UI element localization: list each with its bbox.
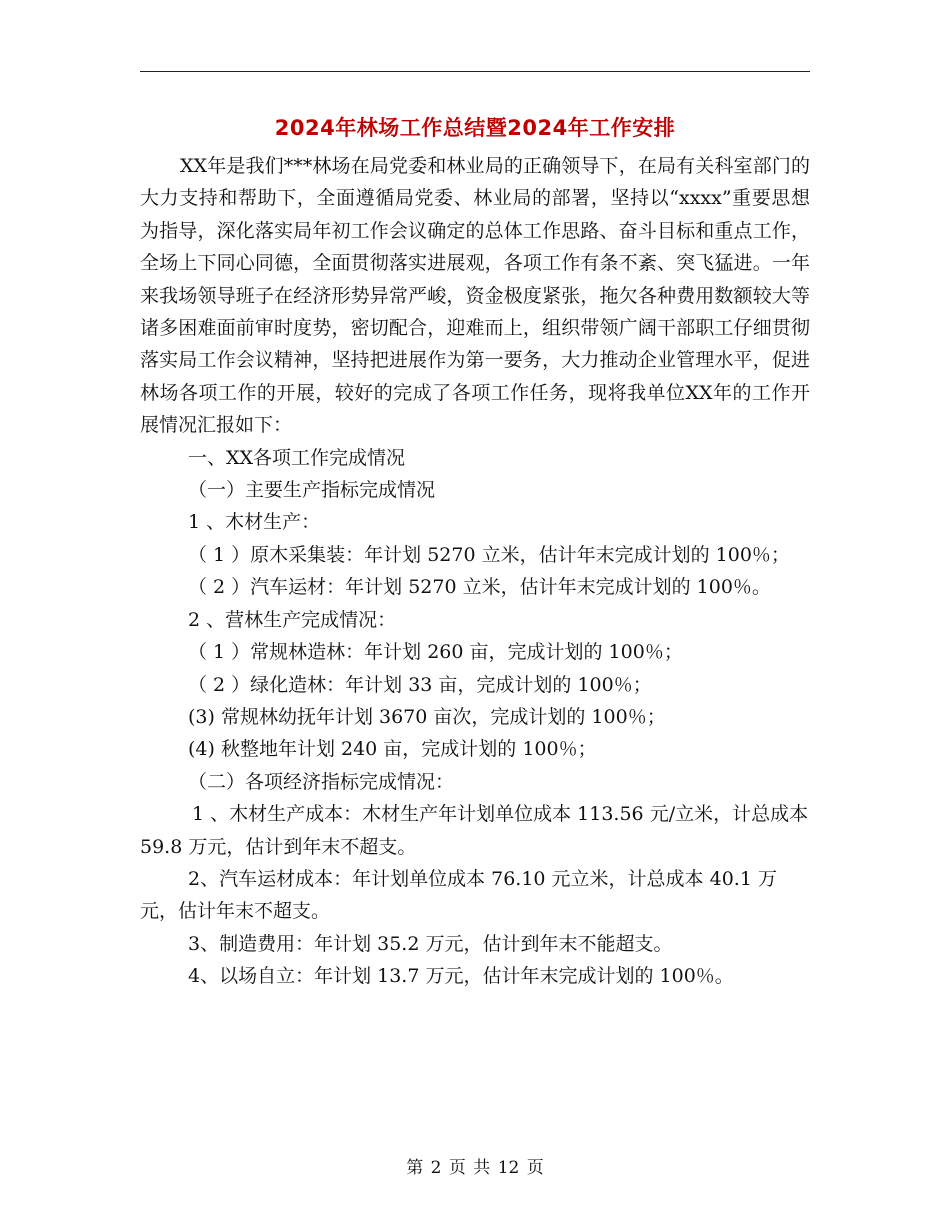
page-footer: 第 2 页 共 12 页	[406, 1158, 544, 1178]
section-heading-1: 一、XX各项工作完成情况	[188, 446, 406, 469]
econ-item-1: 1 、木材生产成本：木材生产年计划单位成本 113.56 元/立米，计总成本 59.8 万元，估计到年末不超支。	[140, 803, 809, 858]
forest-item-2: （ 2 ）绿化造林：年计划 33 亩，完成计划的 100％；	[188, 673, 652, 696]
subsection-heading-1: （一）主要生产指标完成情况	[188, 479, 436, 502]
intro-paragraph: XX年是我们***林场在局党委和林业局的正确领导下，在局有关科室部门的大力支持和帮助下，全面遵循局党委、林业局的部署，坚持以“xxxx”重要思想为指导，深化落实局年初工作会议确定的总体工作思路、奋斗目标和重点工作，全场上下同心同德，全面贯彻落实进展观，各项工作有条不紊、突飞猛进。一年来我场领导班子在经济形势异常严峻，资金极度紧张，拖欠各种费用数额较大等诸多困难面前审时度势，密切配合，迎难而上，组织带领广阔干部职工仔细贯彻落实局工作会议精神，坚持把进展作为第一要务，大力推动企业管理水平，促进林场各项工作的开展，较好的完成了各项工作任务，现将我单位XX年的工作开展情况汇报如下：	[140, 155, 810, 437]
timber-item-2: （ 2 ）汽车运材：年计划 5270 立米，估计年末完成计划的 100％。	[188, 576, 771, 599]
document-title: 2024年林场工作总结暨2024年工作安排	[274, 116, 676, 140]
document-body	[140, 150, 810, 993]
econ-item-4: 4、以场自立：年计划 13.7 万元，估计年末完成计划的 100％。	[188, 965, 734, 988]
item-forest-production: 2 、营林生产完成情况：	[188, 608, 397, 631]
forest-item-1: （ 1 ）常规林造林：年计划 260 亩，完成计划的 100％；	[188, 641, 683, 664]
forest-item-3: (3) 常规林幼抚年计划 3670 亩次，完成计划的 100％；	[188, 705, 666, 728]
subsection-heading-2: （二）各项经济指标完成情况：	[188, 770, 455, 793]
econ-item-3: 3、制造费用：年计划 35.2 万元，估计到年末不能超支。	[188, 932, 673, 955]
forest-item-4: (4) 秋整地年计划 240 亩，完成计划的 100％；	[188, 738, 597, 761]
item-timber-production: 1 、木材生产：	[188, 511, 321, 534]
header-rule	[140, 71, 810, 72]
timber-item-1: （ 1 ）原木采集装：年计划 5270 立米，估计年末完成计划的 100％；	[188, 543, 790, 566]
econ-item-2: 2、汽车运材成本：年计划单位成本 76.10 元立米，计总成本 40.1 万元，估计年末不超支。	[140, 867, 777, 923]
